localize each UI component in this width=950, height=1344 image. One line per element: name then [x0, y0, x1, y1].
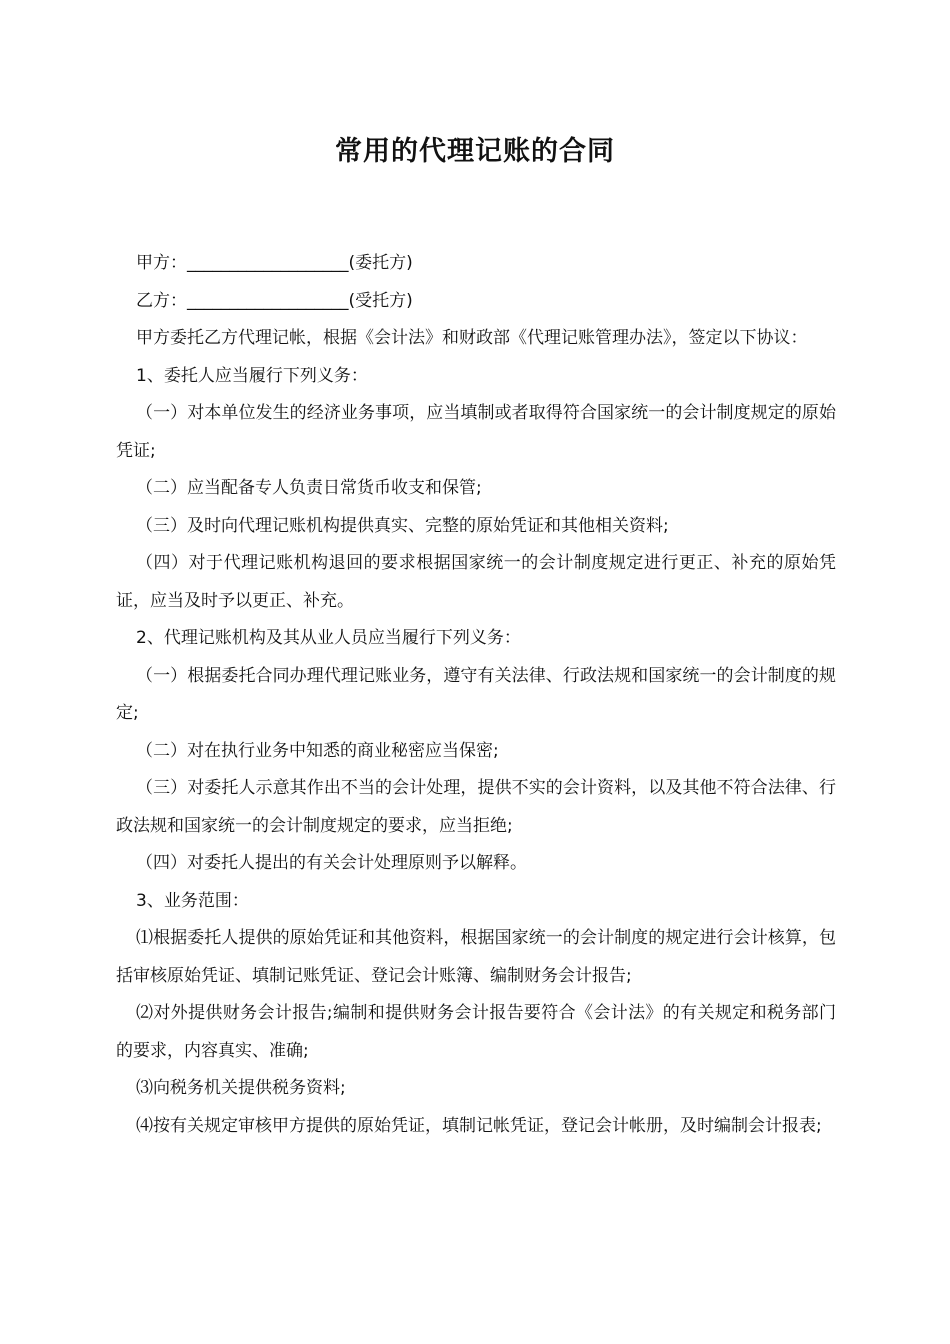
- section-heading: 3、业务范围：: [136, 890, 249, 911]
- clause: （一）根据委托合同办理代理记账业务，遵守有关法律、行政法规和国家统一的会计制度的规定;: [116, 665, 836, 723]
- clause: ⑴根据委托人提供的原始凭证和其他资料，根据国家统一的会计制度的规定进行会计核算，包括审核原始凭证、填制记账凭证、登记会计账簿、编制财务会计报告;: [116, 928, 836, 986]
- clause: （二）应当配备专人负责日常货币收支和保管;: [136, 478, 482, 498]
- clause: （一）对本单位发生的经济业务事项，应当填制或者取得符合国家统一的会计制度规定的原始凭证;: [116, 403, 836, 461]
- clause: （四）对委托人提出的有关会计处理原则予以解释。: [136, 853, 527, 873]
- section-heading: 1、委托人应当履行下列义务：: [136, 365, 368, 386]
- clause: （三）及时向代理记账机构提供真实、完整的原始凭证和其他相关资料;: [136, 515, 669, 536]
- clause: （三）对委托人示意其作出不当的会计处理，提供不实的会计资料，以及其他不符合法律、行政法规和国家统一的会计制度规定的要求，应当拒绝;: [116, 778, 836, 836]
- section-heading: 2、代理记账机构及其从业人员应当履行下列义务：: [136, 628, 521, 648]
- party-a-line: 甲方：___________________(委托方): [136, 253, 413, 273]
- document-title: 常用的代理记账的合同: [335, 136, 615, 167]
- clause: （二）对在执行业务中知悉的商业秘密应当保密;: [136, 740, 499, 761]
- party-b-line: 乙方：___________________(受托方): [136, 290, 413, 311]
- clause: ⑵对外提供财务会计报告;编制和提供财务会计报告要符合《会计法》的有关规定和税务部门的要求，内容真实、准确;: [116, 1003, 836, 1061]
- clause: （四）对于代理记账机构退回的要求根据国家统一的会计制度规定进行更正、补充的原始凭证，应当及时予以更正、补充。: [116, 553, 836, 611]
- clause: ⑷按有关规定审核甲方提供的原始凭证，填制记帐凭证，登记会计帐册，及时编制会计报表;: [136, 1115, 822, 1136]
- document-body: [116, 245, 836, 1145]
- agreement-intro: 甲方委托乙方代理记帐，根据《会计法》和财政部《代理记账管理办法》，签定以下协议：: [136, 328, 808, 348]
- clause: ⑶向税务机关提供税务资料;: [136, 1078, 346, 1098]
